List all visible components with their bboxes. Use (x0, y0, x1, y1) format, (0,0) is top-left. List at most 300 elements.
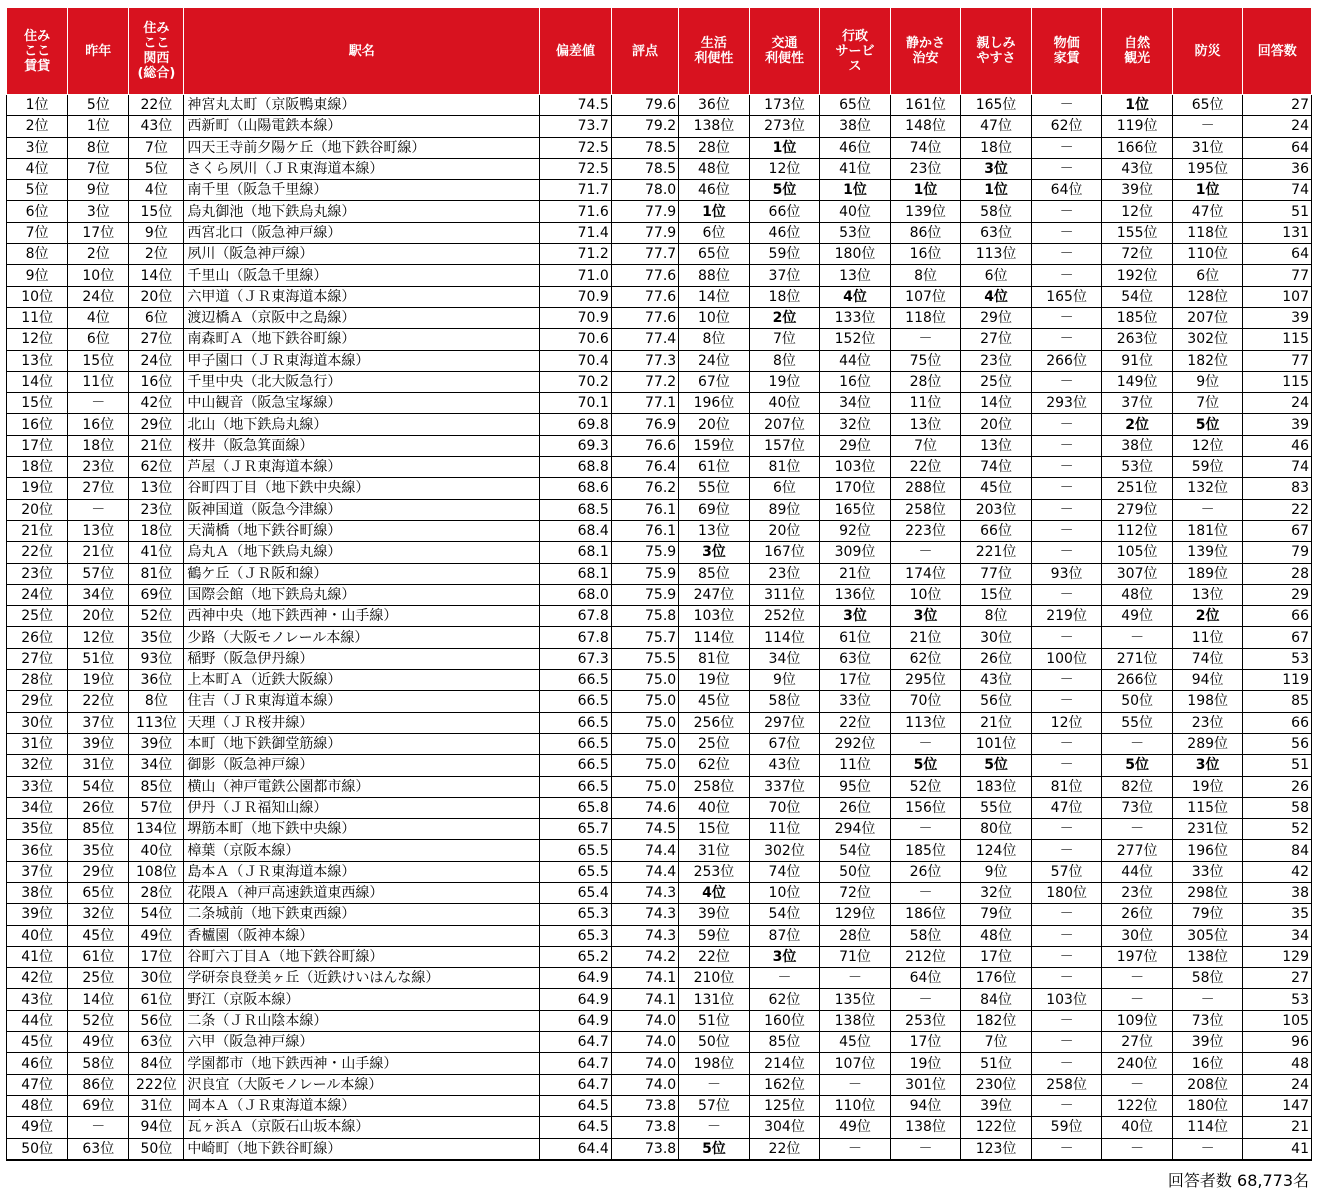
table-cell: 20位 (68, 606, 129, 627)
table-cell: 74.0 (611, 1010, 678, 1031)
table-row (7, 648, 1312, 669)
table-cell: 293位 (1031, 393, 1102, 414)
table-cell: 40位 (129, 840, 184, 861)
table-cell: － (1102, 1074, 1173, 1095)
table-cell: 夙川（阪急神戸線） (184, 244, 540, 265)
column-header: 物価 家賃 (1031, 8, 1102, 95)
table-cell: 107 (1243, 286, 1312, 307)
table-cell: 77.6 (611, 307, 678, 328)
table-cell: － (1031, 904, 1102, 925)
table-cell: 74位 (961, 457, 1032, 478)
table-row (7, 1095, 1312, 1116)
table-cell: 82位 (1102, 776, 1173, 797)
table-cell: 110位 (820, 1095, 891, 1116)
table-row (7, 116, 1312, 137)
table-cell: 15位 (68, 350, 129, 371)
table-cell: 78.5 (611, 137, 678, 158)
table-row (7, 435, 1312, 456)
table-cell: 横山（神戸電鉄公園都市線） (184, 776, 540, 797)
table-row (7, 478, 1312, 499)
table-cell: 165位 (1031, 286, 1102, 307)
table-cell: 77.6 (611, 265, 678, 286)
table-cell: 114位 (679, 627, 750, 648)
table-cell: さくら夙川（ＪＲ東海道本線） (184, 158, 540, 179)
table-cell: 77.2 (611, 371, 678, 392)
table-cell: 16位 (820, 371, 891, 392)
table-cell: 54位 (1102, 286, 1173, 307)
table-cell: 135位 (820, 989, 891, 1010)
table-cell: 59位 (1031, 1117, 1102, 1138)
table-cell: 67.3 (540, 648, 612, 669)
table-cell: 26位 (1102, 904, 1173, 925)
table-cell: 52位 (68, 1010, 129, 1031)
table-cell: 41位 (7, 946, 68, 967)
table-cell: 103位 (679, 606, 750, 627)
table-cell: 中山観音（阪急宝塚線） (184, 393, 540, 414)
table-cell: 14位 (129, 265, 184, 286)
table-cell: 307位 (1102, 563, 1173, 584)
table-cell: 二条（ＪＲ山陰本線） (184, 1010, 540, 1031)
table-cell: 瓦ヶ浜Ａ（京阪石山坂本線） (184, 1117, 540, 1138)
table-cell: 18位 (961, 137, 1032, 158)
table-cell: 43位 (7, 989, 68, 1010)
table-cell: 54位 (820, 840, 891, 861)
table-cell: 13位 (961, 435, 1032, 456)
table-cell: 16位 (68, 414, 129, 435)
table-row (7, 1032, 1312, 1053)
table-cell: 295位 (890, 670, 961, 691)
table-cell: 南森町Ａ（地下鉄谷町線） (184, 329, 540, 350)
table-row (7, 691, 1312, 712)
table-cell: 11位 (7, 307, 68, 328)
table-cell: 33位 (1172, 861, 1243, 882)
table-cell: 9位 (68, 180, 129, 201)
table-cell: － (749, 968, 820, 989)
table-cell: 24 (1243, 1074, 1312, 1095)
column-header: 交通 利便性 (749, 8, 820, 95)
table-cell: 50位 (1102, 691, 1173, 712)
table-cell: 14位 (7, 371, 68, 392)
table-cell: 甲子園口（ＪＲ東海道本線） (184, 350, 540, 371)
table-cell: 64.9 (540, 989, 612, 1010)
table-cell: 258位 (1031, 1074, 1102, 1095)
table-cell: 神宮丸太町（京阪鴨東線） (184, 95, 540, 116)
table-cell: － (1031, 499, 1102, 520)
table-cell: 24位 (129, 350, 184, 371)
table-cell: 75.0 (611, 670, 678, 691)
table-cell: 62位 (1031, 116, 1102, 137)
table-cell: 63位 (129, 1032, 184, 1053)
table-cell: 156位 (890, 797, 961, 818)
table-cell: 54位 (68, 776, 129, 797)
table-cell: 18位 (68, 435, 129, 456)
table-cell: 34位 (68, 584, 129, 605)
table-cell: 21位 (961, 712, 1032, 733)
table-cell: 1位 (7, 95, 68, 116)
table-cell: 21位 (68, 542, 129, 563)
table-cell: 79 (1243, 542, 1312, 563)
table-cell: 57位 (68, 563, 129, 584)
table-cell: 52位 (129, 606, 184, 627)
table-row (7, 840, 1312, 861)
table-cell: 3位 (7, 137, 68, 158)
table-cell: 香櫨園（阪神本線） (184, 925, 540, 946)
table-cell: 17位 (7, 435, 68, 456)
table-cell: 13位 (1172, 584, 1243, 605)
column-header: 生活 利便性 (679, 8, 750, 95)
table-cell: 43位 (749, 755, 820, 776)
table-cell: 65位 (679, 244, 750, 265)
table-cell: 105 (1243, 1010, 1312, 1031)
table-cell: 74位 (1172, 648, 1243, 669)
table-cell: 74.6 (611, 797, 678, 818)
table-cell: 182位 (961, 1010, 1032, 1031)
table-cell: 45位 (7, 1032, 68, 1053)
table-cell: 29位 (7, 691, 68, 712)
table-cell: 中崎町（地下鉄谷町線） (184, 1138, 540, 1160)
table-cell: 180位 (1172, 1095, 1243, 1116)
table-cell: 烏丸Ａ（地下鉄烏丸線） (184, 542, 540, 563)
table-cell: 36 (1243, 158, 1312, 179)
table-cell: 59位 (679, 925, 750, 946)
table-row (7, 244, 1312, 265)
table-cell: 56位 (129, 1010, 184, 1031)
table-cell: 28位 (820, 925, 891, 946)
table-cell: 1位 (1102, 95, 1173, 116)
table-cell: 40位 (1102, 1117, 1173, 1138)
table-row (7, 563, 1312, 584)
table-cell: 139位 (890, 201, 961, 222)
table-cell: 9位 (129, 222, 184, 243)
table-cell: 19位 (749, 371, 820, 392)
table-cell: 123位 (961, 1138, 1032, 1160)
table-row (7, 393, 1312, 414)
table-cell: 75.0 (611, 755, 678, 776)
table-cell: 292位 (820, 733, 891, 754)
table-cell: 39位 (129, 733, 184, 754)
table-cell: 13位 (68, 520, 129, 541)
table-cell: 5位 (7, 180, 68, 201)
table-cell: 3位 (961, 158, 1032, 179)
table-cell: 162位 (749, 1074, 820, 1095)
table-cell: 1位 (1172, 180, 1243, 201)
table-cell: 53位 (1102, 457, 1173, 478)
table-cell: 66.5 (540, 712, 612, 733)
table-cell: 22位 (890, 457, 961, 478)
table-cell: 渡辺橋Ａ（京阪中之島線） (184, 307, 540, 328)
table-cell: 25位 (68, 968, 129, 989)
table-cell: 48位 (961, 925, 1032, 946)
table-cell: 12位 (1031, 712, 1102, 733)
table-cell: 48位 (7, 1095, 68, 1116)
table-cell: 119位 (1102, 116, 1173, 137)
table-cell: 62位 (679, 755, 750, 776)
table-cell: 46位 (820, 137, 891, 158)
table-cell: 27位 (1102, 1032, 1173, 1053)
table-cell: 56位 (961, 691, 1032, 712)
table-cell: 3位 (68, 201, 129, 222)
table-cell: 78.0 (611, 180, 678, 201)
table-cell: 51 (1243, 755, 1312, 776)
table-cell: 75.8 (611, 606, 678, 627)
table-cell: 6位 (7, 201, 68, 222)
table-cell: 64.9 (540, 968, 612, 989)
table-cell: 66.5 (540, 733, 612, 754)
table-cell: 39 (1243, 414, 1312, 435)
table-cell: 47位 (1172, 201, 1243, 222)
table-cell: 8位 (890, 265, 961, 286)
table-cell: 42位 (7, 968, 68, 989)
table-cell: 80位 (961, 819, 1032, 840)
table-row (7, 1074, 1312, 1095)
table-cell: 10位 (749, 882, 820, 903)
table-cell: 73.7 (540, 116, 612, 137)
table-cell: 96 (1243, 1032, 1312, 1053)
table-cell: 29位 (129, 414, 184, 435)
table-cell: 22位 (129, 95, 184, 116)
table-cell: 36位 (129, 670, 184, 691)
table-cell: 298位 (1172, 882, 1243, 903)
table-cell: 76.9 (611, 414, 678, 435)
table-cell: 68.5 (540, 499, 612, 520)
table-cell: 22位 (68, 691, 129, 712)
table-cell: 208位 (1172, 1074, 1243, 1095)
table-cell: 85位 (68, 819, 129, 840)
column-header: 駅名 (184, 8, 540, 95)
table-cell: 23位 (129, 499, 184, 520)
table-cell: 70.9 (540, 286, 612, 307)
table-row (7, 1053, 1312, 1074)
table-cell: 6位 (749, 478, 820, 499)
table-cell: 118位 (1172, 222, 1243, 243)
table-cell: 68.0 (540, 584, 612, 605)
table-cell: 71位 (820, 946, 891, 967)
table-cell: 40位 (679, 797, 750, 818)
table-cell: 79.2 (611, 116, 678, 137)
table-cell: 115 (1243, 329, 1312, 350)
table-cell: 297位 (749, 712, 820, 733)
header-row (7, 8, 1312, 95)
table-cell: 74.1 (611, 989, 678, 1010)
table-cell: 113位 (890, 712, 961, 733)
table-cell: 29 (1243, 584, 1312, 605)
table-row (7, 1138, 1312, 1160)
table-cell: 105位 (1102, 542, 1173, 563)
table-cell: 12位 (68, 627, 129, 648)
table-cell: 15位 (961, 584, 1032, 605)
table-cell: 76.1 (611, 499, 678, 520)
table-cell: 51位 (68, 648, 129, 669)
table-cell: 74.3 (611, 904, 678, 925)
table-cell: 74.5 (611, 819, 678, 840)
table-cell: 2位 (749, 307, 820, 328)
table-cell: － (1031, 819, 1102, 840)
table-row (7, 180, 1312, 201)
column-header: 回答数 (1243, 8, 1312, 95)
table-cell: 223位 (890, 520, 961, 541)
table-cell: 64.5 (540, 1095, 612, 1116)
table-row (7, 542, 1312, 563)
table-cell: 219位 (1031, 606, 1102, 627)
table-cell: 35 (1243, 904, 1312, 925)
table-cell: 77 (1243, 265, 1312, 286)
table-row (7, 457, 1312, 478)
table-cell: － (1031, 478, 1102, 499)
table-row (7, 499, 1312, 520)
table-cell: 2位 (7, 116, 68, 137)
table-cell: 180位 (1031, 882, 1102, 903)
table-cell: 85位 (749, 1032, 820, 1053)
table-cell: 85 (1243, 691, 1312, 712)
table-cell: 69位 (679, 499, 750, 520)
table-cell: 63位 (68, 1138, 129, 1160)
table-cell: 42 (1243, 861, 1312, 882)
table-cell: 35位 (7, 819, 68, 840)
table-cell: 23位 (7, 563, 68, 584)
table-cell: 23位 (1172, 712, 1243, 733)
table-cell: 66.5 (540, 755, 612, 776)
table-cell: 74.0 (611, 1053, 678, 1074)
table-cell: 101位 (961, 733, 1032, 754)
table-cell: － (890, 989, 961, 1010)
table-cell: 195位 (1172, 158, 1243, 179)
table-row (7, 414, 1312, 435)
table-cell: 74.3 (611, 882, 678, 903)
table-cell: 11位 (820, 755, 891, 776)
table-cell: 39位 (1102, 180, 1173, 201)
table-cell: 55位 (679, 478, 750, 499)
table-cell: 112位 (1102, 520, 1173, 541)
table-cell: － (1102, 968, 1173, 989)
table-cell: 131 (1243, 222, 1312, 243)
table-cell: 11位 (68, 371, 129, 392)
table-cell: 阪神国道（阪急今津線） (184, 499, 540, 520)
table-cell: 185位 (890, 840, 961, 861)
table-cell: 174位 (890, 563, 961, 584)
column-header: 住み ここ 関西 (総合) (129, 8, 184, 95)
table-cell: 51位 (679, 1010, 750, 1031)
table-cell: 180位 (820, 244, 891, 265)
table-cell: 68.1 (540, 542, 612, 563)
table-cell: 74.0 (611, 1032, 678, 1053)
table-cell: 64位 (1031, 180, 1102, 201)
table-cell: 70.4 (540, 350, 612, 371)
table-cell: 鶴ケ丘（ＪＲ阪和線） (184, 563, 540, 584)
table-cell: 28 (1243, 563, 1312, 584)
table-cell: 4位 (7, 158, 68, 179)
table-cell: 5位 (749, 180, 820, 201)
table-cell: 75.0 (611, 733, 678, 754)
table-cell: 304位 (749, 1117, 820, 1138)
table-cell: 1位 (749, 137, 820, 158)
table-cell: 27 (1243, 95, 1312, 116)
table-cell: 64.7 (540, 1074, 612, 1095)
table-cell: 4位 (679, 882, 750, 903)
table-cell: 65.3 (540, 904, 612, 925)
table-cell: 62位 (129, 457, 184, 478)
table-cell: 22位 (7, 542, 68, 563)
table-cell: 学園都市（地下鉄西神・山手線） (184, 1053, 540, 1074)
table-cell: 4位 (820, 286, 891, 307)
table-cell: 196位 (1172, 840, 1243, 861)
table-cell: － (1031, 968, 1102, 989)
table-cell: － (1031, 137, 1102, 158)
table-cell: 21 (1243, 1117, 1312, 1138)
table-cell: 161位 (890, 95, 961, 116)
table-cell: 83 (1243, 478, 1312, 499)
table-cell: 69.8 (540, 414, 612, 435)
table-cell: － (1102, 627, 1173, 648)
table-cell: 230位 (961, 1074, 1032, 1095)
table-cell: － (1031, 307, 1102, 328)
table-cell: 76.6 (611, 435, 678, 456)
table-cell: 52 (1243, 819, 1312, 840)
table-cell: 131位 (679, 989, 750, 1010)
table-cell: 二条城前（地下鉄東西線） (184, 904, 540, 925)
table-cell: 65.4 (540, 882, 612, 903)
table-cell: 289位 (1172, 733, 1243, 754)
table-cell: － (1172, 989, 1243, 1010)
table-cell: 74 (1243, 457, 1312, 478)
table-cell: 65.2 (540, 946, 612, 967)
table-cell: 185位 (1102, 307, 1173, 328)
table-row (7, 158, 1312, 179)
table-cell: 46位 (749, 222, 820, 243)
table-cell: 12位 (749, 158, 820, 179)
table-cell: 18位 (7, 457, 68, 478)
table-cell: 27位 (7, 648, 68, 669)
table-cell: 81位 (129, 563, 184, 584)
table-cell: 94位 (129, 1117, 184, 1138)
table-cell: 17位 (68, 222, 129, 243)
table-cell: 170位 (820, 478, 891, 499)
table-cell: － (1031, 755, 1102, 776)
table-cell: － (1031, 414, 1102, 435)
table-cell: 128位 (1172, 286, 1243, 307)
table-cell: 48位 (679, 158, 750, 179)
table-row (7, 968, 1312, 989)
table-cell: 133位 (820, 307, 891, 328)
table-cell: 42位 (129, 393, 184, 414)
column-header: 自然 観光 (1102, 8, 1173, 95)
table-cell: 77位 (961, 563, 1032, 584)
table-cell: 烏丸御池（地下鉄烏丸線） (184, 201, 540, 222)
table-cell: 34位 (129, 755, 184, 776)
table-cell: 27位 (961, 329, 1032, 350)
table-cell: 26位 (890, 861, 961, 882)
table-cell: 10位 (679, 307, 750, 328)
table-cell: 7位 (7, 222, 68, 243)
table-cell: 70.1 (540, 393, 612, 414)
table-cell: 50位 (679, 1032, 750, 1053)
table-cell: 3位 (679, 542, 750, 563)
table-cell: 68.8 (540, 457, 612, 478)
table-cell: 65.7 (540, 819, 612, 840)
table-cell: 29位 (68, 861, 129, 882)
table-cell: 271位 (1102, 648, 1173, 669)
table-cell: 31位 (68, 755, 129, 776)
table-cell: 84位 (129, 1053, 184, 1074)
table-cell: 1位 (890, 180, 961, 201)
table-row (7, 861, 1312, 882)
table-cell: 114位 (1172, 1117, 1243, 1138)
table-cell: 19位 (68, 670, 129, 691)
column-header: 防災 (1172, 8, 1243, 95)
table-row (7, 1010, 1312, 1031)
table-cell: 30位 (7, 712, 68, 733)
table-cell: 17位 (961, 946, 1032, 967)
table-cell: 54位 (749, 904, 820, 925)
